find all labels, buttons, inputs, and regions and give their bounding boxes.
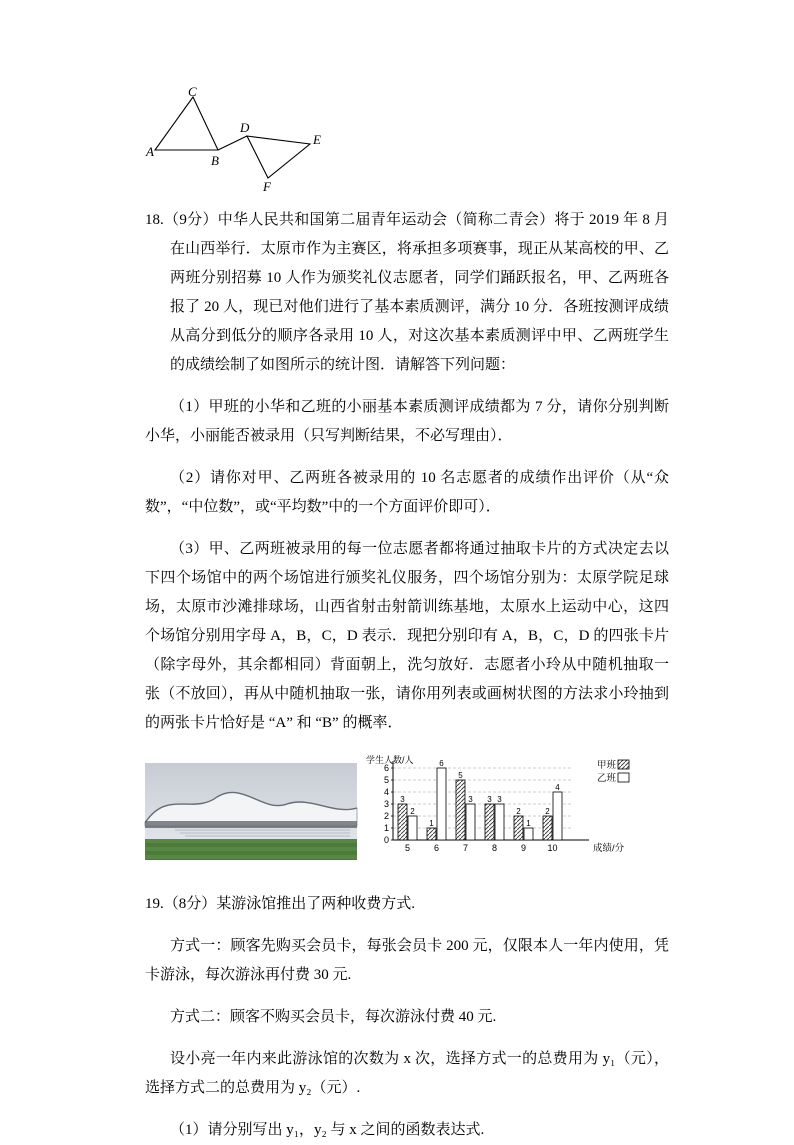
problem-19-setup: 设小亮一年内来此游泳馆的次数为 x 次，选择方式一的总费用为 y₁（元），选择方式二的总费用为 y₂（元）. bbox=[145, 1051, 669, 1096]
vertex-label-a: A bbox=[146, 144, 154, 159]
problem-18-item-1: （1）甲班的小华和乙班的小丽基本素质测评成绩都为 7 分，请你分别判断小华，小丽能否被录用（只写判断结果，不必写理由）． bbox=[145, 399, 669, 444]
page-content bbox=[145, 86, 669, 1145]
segment-bd bbox=[218, 136, 247, 150]
svg-text:3: 3 bbox=[400, 795, 405, 804]
svg-text:3: 3 bbox=[468, 795, 473, 804]
problem-18-item-3: （3）甲、乙两班被录用的每一位志愿者都将通过抽取卡片的方式决定去以下四个场馆中的两个场馆进行颁奖礼仪服务，四个场馆分别为：太原学院足球场，太原市沙滩排球场，山西省射击射箭训练基地，太原水上运动中心，这四个场馆分别用字母 A，B，C，D 表示．现把分别印有 A，B，C，D 的四张卡片（除字母外，其余都相同）背面朝上，洗匀放好．志愿者小玲从中随机抽取一张（不放回），再从中随机抽取一张，请你用列表或画树状图的方法求小玲抽到的两张卡片恰好是 “A” 和 “B” 的概率． bbox=[145, 541, 669, 731]
svg-text:3: 3 bbox=[497, 795, 502, 804]
figure-row bbox=[145, 754, 669, 860]
triangle-def bbox=[247, 136, 310, 178]
svg-text:8: 8 bbox=[491, 843, 498, 853]
svg-text:1: 1 bbox=[429, 819, 434, 828]
geometry-figure bbox=[145, 86, 330, 194]
svg-text:乙班: 乙班 bbox=[596, 773, 616, 784]
svg-text:甲班: 甲班 bbox=[596, 760, 616, 771]
svg-text:3: 3 bbox=[383, 799, 389, 809]
svg-text:3: 3 bbox=[487, 795, 492, 804]
svg-text:0: 0 bbox=[383, 835, 389, 845]
problem-19-way-2: 方式二：顾客不购买会员卡，每次游泳付费 40 元. bbox=[170, 1009, 497, 1025]
svg-text:7: 7 bbox=[462, 843, 469, 853]
problem-19-item-1: （1）请分别写出 y₁，y₂ 与 x 之间的函数表达式. bbox=[170, 1122, 485, 1138]
triangle-abc bbox=[155, 97, 218, 150]
problem-19-way-1: 方式一：顾客先购买会员卡，每张会员卡 200 元，仅限本人一年内使用，凭卡游泳，每次游泳再付费 30 元. bbox=[145, 938, 669, 983]
svg-text:5: 5 bbox=[404, 843, 411, 853]
svg-text:4: 4 bbox=[383, 787, 389, 797]
vertex-label-f: F bbox=[263, 179, 271, 194]
svg-text:6: 6 bbox=[439, 759, 444, 768]
problem-19-intro: 19.（8分）某游泳馆推出了两种收费方式. bbox=[145, 896, 416, 912]
svg-text:6: 6 bbox=[383, 763, 389, 773]
photo-grass-stripes bbox=[145, 839, 357, 859]
svg-text:2: 2 bbox=[383, 811, 389, 821]
svg-text:2: 2 bbox=[516, 807, 521, 816]
stadium-windows bbox=[145, 821, 357, 828]
svg-text:1: 1 bbox=[383, 823, 389, 833]
svg-text:1: 1 bbox=[526, 819, 531, 828]
svg-text:2: 2 bbox=[410, 807, 415, 816]
vertex-label-b: B bbox=[211, 153, 219, 168]
svg-text:成绩/分: 成绩/分 bbox=[593, 843, 625, 854]
svg-text:4: 4 bbox=[555, 783, 560, 792]
svg-text:2: 2 bbox=[545, 807, 550, 816]
score-bar-chart bbox=[365, 754, 637, 860]
vertex-label-e: E bbox=[313, 132, 321, 147]
svg-text:学生人数/人: 学生人数/人 bbox=[366, 755, 414, 765]
problem-18-intro: 18.（9分）中华人民共和国第二届青年运动会（简称二青会）将于 2019 年 8 月在山西举行．太原市作为主赛区，将承担多项赛事，现正从某高校的甲、乙两班分别招募 10 人作为颁奖礼仪志愿者，同学们踊跃报名，甲、乙两班各报了 20 人，现已对他们进行了基本素质测评，满分 10 分．各班按测评成绩从高分到低分的顺序各录用 10 人，对这次基本素质测评中甲、乙两班学生的成绩绘制了如图所示的统计图．请解答下列问题： bbox=[145, 212, 669, 373]
vertex-label-c: C bbox=[188, 84, 197, 99]
problem-18-item-2: （2）请你对甲、乙两班各被录用的 10 名志愿者的成绩作出评价（从“众数”，“中位数”，或“平均数”中的一个方面评价即可）． bbox=[145, 470, 669, 515]
svg-text:5: 5 bbox=[458, 771, 463, 780]
svg-text:5: 5 bbox=[383, 775, 389, 785]
svg-text:9: 9 bbox=[520, 843, 527, 853]
vertex-label-d: D bbox=[240, 120, 250, 135]
stadium-photo bbox=[145, 763, 357, 860]
svg-text:6: 6 bbox=[433, 843, 440, 853]
svg-text:10: 10 bbox=[547, 843, 558, 853]
